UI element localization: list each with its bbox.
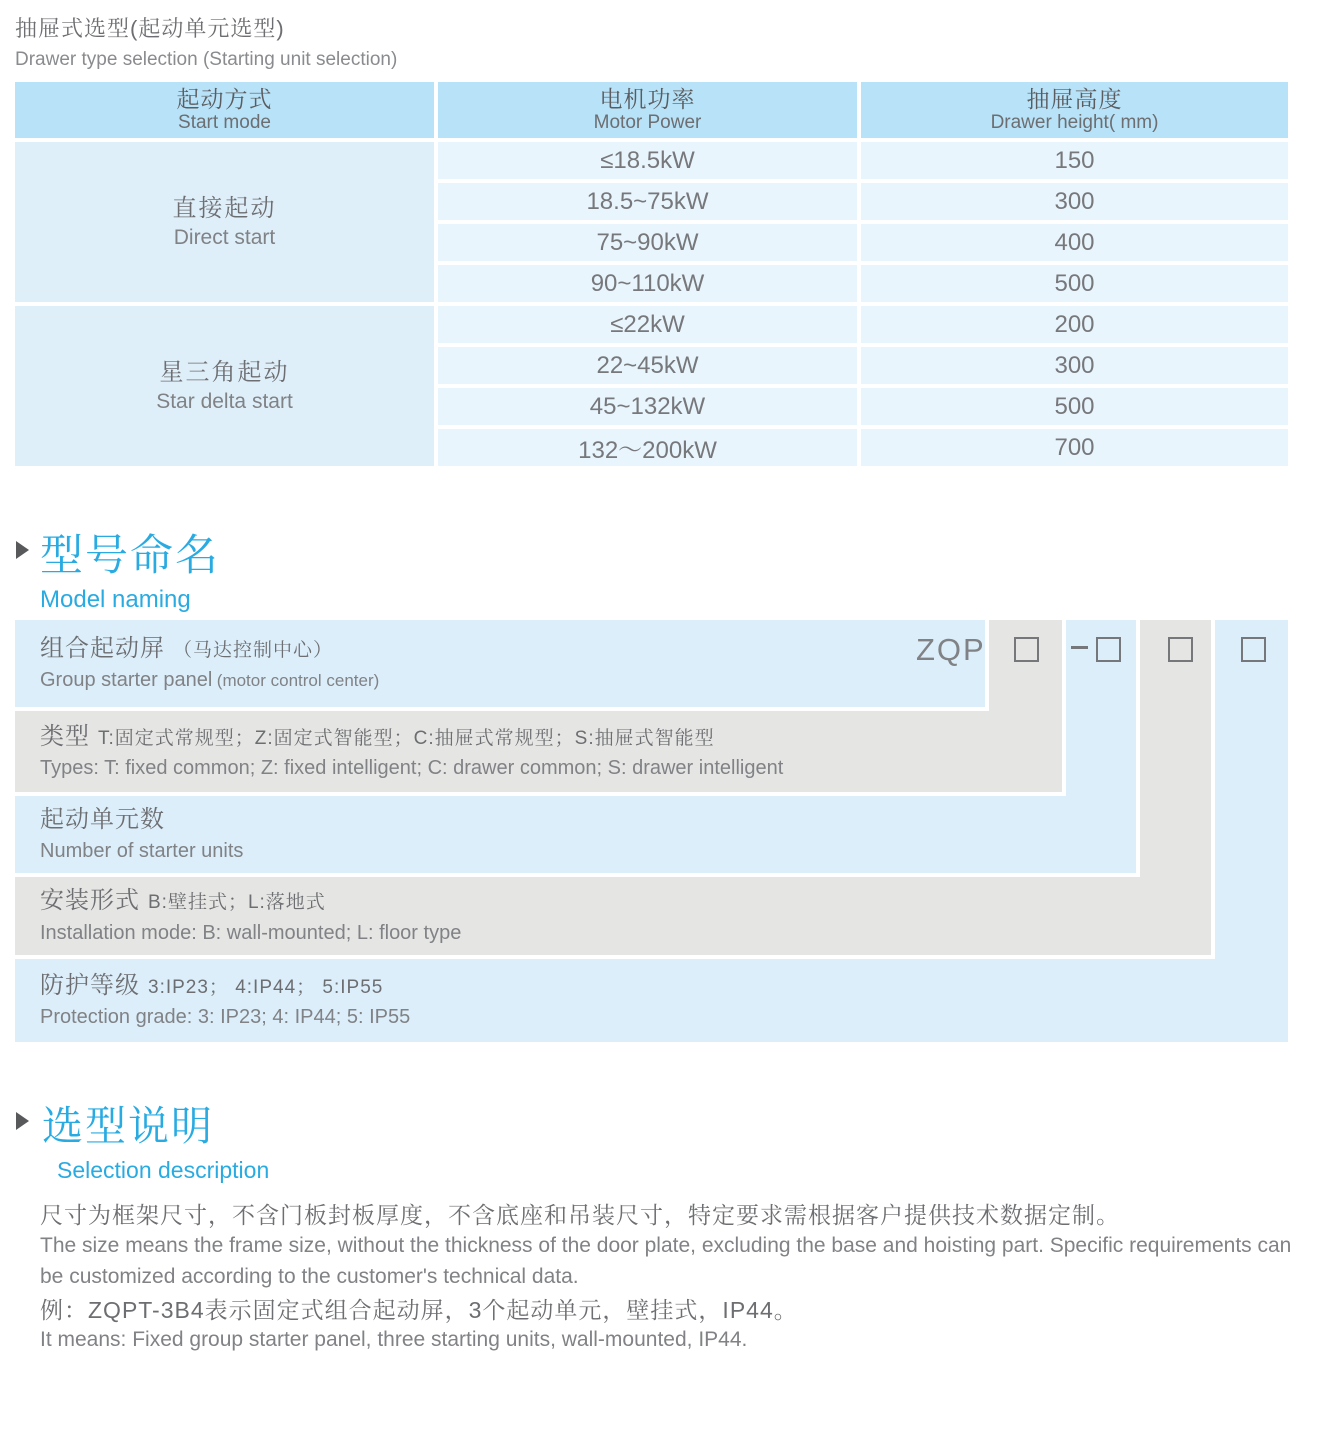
table-header-motor-power (438, 82, 857, 138)
naming-row4-cn-sub: B:壁挂式；L:落地式 (148, 892, 326, 914)
section-marker-icon (16, 541, 29, 559)
cell-star-delta-start (15, 306, 434, 466)
naming-row-starter-units (15, 796, 1136, 873)
naming-row1-cn-sub: （马达控制中心） (173, 639, 334, 661)
naming-row3-en: Number of starter units (40, 840, 244, 863)
naming-row2-en: Types: T: fixed common; Z: fixed intelligent; C: drawer common; S: drawer intelligent (40, 757, 784, 780)
header-motor-power-cn: 电机功率 (599, 85, 696, 112)
description-paragraph1-cn: 尺寸为框架尺寸，不含门板封板厚度，不含底座和吊装尺寸，特定要求需根据客户提供技术数据定制。 (40, 1202, 1120, 1228)
star-delta-start-en: Star delta start (156, 389, 293, 413)
model-naming-heading-cn: 型号命名 (40, 532, 220, 580)
model-code-dash (1071, 646, 1088, 649)
table-cell-height: 200 (861, 306, 1288, 343)
table-cell-height: 500 (861, 388, 1288, 425)
naming-row1-en-sub: (motor control center) (216, 671, 380, 691)
naming-row4-cn: 安装形式 (40, 887, 140, 915)
model-code-box-installation (1168, 637, 1193, 662)
header-start-mode-cn: 起动方式 (176, 85, 273, 112)
table-cell-height: 150 (861, 142, 1288, 179)
table-cell-power: ≤18.5kW (438, 142, 857, 179)
selection-description-heading (42, 1093, 269, 1184)
table-cell-power: 22~45kW (438, 347, 857, 384)
model-code-prefix: ZQP (916, 632, 986, 667)
naming-row5-en: Protection grade: 3: IP23; 4: IP44; 5: IP55 (40, 1006, 411, 1029)
table-cell-height: 300 (861, 183, 1288, 220)
header-motor-power-en: Motor Power (593, 112, 702, 134)
naming-row2-cn-sub: T:固定式常规型；Z:固定式智能型；C:抽屉式常规型；S:抽屉式智能型 (98, 727, 715, 749)
naming-row1-en: Group starter panel (40, 669, 213, 692)
header-start-mode-en: Start mode (178, 112, 271, 134)
naming-row-group-starter-panel (15, 620, 985, 707)
star-delta-start-cn: 星三角起动 (159, 358, 290, 386)
table-cell-power: 132～200kW (438, 429, 857, 466)
header-drawer-height-en: Drawer height( mm) (990, 112, 1159, 134)
table-header-drawer-height (861, 82, 1288, 138)
document-title (15, 12, 397, 71)
naming-row4-en: Installation mode: B: wall-mounted; L: floor type (40, 921, 462, 944)
model-code-box-units (1096, 637, 1121, 662)
naming-row2-cn: 类型 (40, 722, 90, 750)
naming-row-type (15, 711, 1062, 792)
naming-row-protection-grade (15, 959, 1288, 1042)
table-cell-height: 300 (861, 347, 1288, 384)
cell-direct-start (15, 142, 434, 302)
model-naming-heading-en: Model naming (40, 586, 191, 613)
naming-row5-cn-sub: 3:IP23； 4:IP44； 5:IP55 (148, 976, 384, 998)
direct-start-cn: 直接起动 (172, 194, 277, 222)
table-cell-power: ≤22kW (438, 306, 857, 343)
table-header-start-mode (15, 82, 434, 138)
model-code-box-type (1014, 637, 1039, 662)
table-cell-height: 700 (861, 429, 1288, 466)
model-naming-heading (40, 522, 220, 614)
naming-row-installation-mode (15, 877, 1211, 955)
direct-start-en: Direct start (173, 225, 276, 249)
selection-description-heading-cn: 选型说明 (42, 1103, 214, 1149)
naming-row1-cn: 组合起动屏 (40, 634, 165, 662)
document-title-cn: 抽屉式选型(起动单元选型) (15, 16, 285, 41)
description-paragraph2-en: It means: Fixed group starter panel, three starting units, wall-mounted, IP44. (40, 1328, 748, 1351)
naming-row3-cn: 起动单元数 (40, 805, 165, 833)
table-cell-power: 18.5~75kW (438, 183, 857, 220)
naming-row5-cn: 防护等级 (40, 971, 140, 999)
table-cell-power: 90~110kW (438, 265, 857, 302)
table-cell-power: 45~132kW (438, 388, 857, 425)
model-code-box-protection (1241, 637, 1266, 662)
description-paragraph1-en: The size means the frame size, without the thickness of the door plate, excluding the base and hoisting part. Specific requirements can be customized according to the customer's technical data. (40, 1234, 1292, 1288)
document-title-en: Drawer type selection (Starting unit selection) (15, 49, 398, 70)
section-marker-icon (16, 1112, 29, 1130)
table-cell-height: 400 (861, 224, 1288, 261)
description-paragraph2-cn: 例：ZQPT-3B4表示固定式组合起动屏，3个起动单元，壁挂式，IP44。 (40, 1297, 798, 1323)
table-cell-power: 75~90kW (438, 224, 857, 261)
header-drawer-height-cn: 抽屉高度 (1026, 85, 1123, 112)
table-cell-height: 500 (861, 265, 1288, 302)
selection-description-heading-en: Selection description (57, 1157, 270, 1183)
